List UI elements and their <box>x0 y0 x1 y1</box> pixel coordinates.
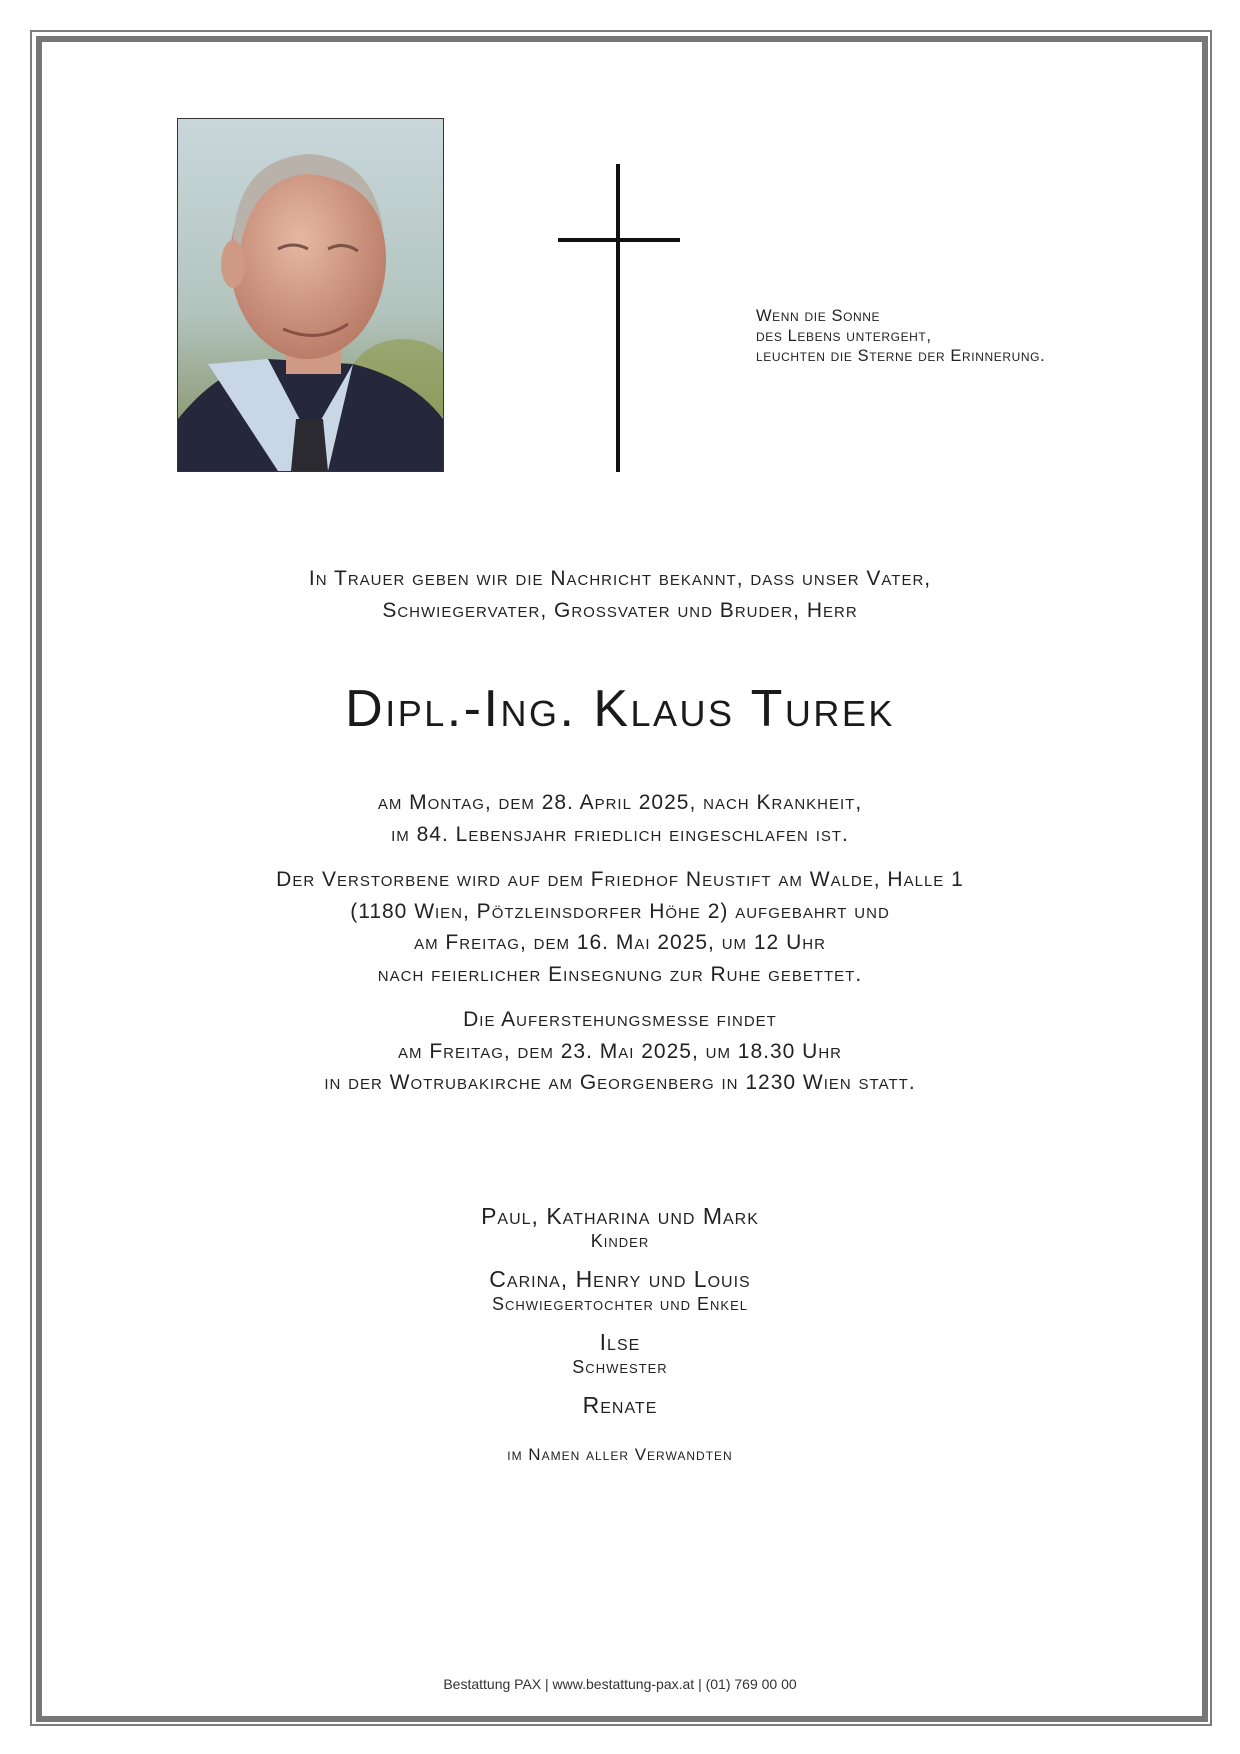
quote-line: des Lebens untergeht, <box>756 327 932 345</box>
mourner-names: Renate <box>582 1392 658 1418</box>
mourner-names: Ilse <box>599 1329 641 1355</box>
mourner-names: Paul, Katharina und Mark <box>481 1203 759 1229</box>
mass-line: in der Wotrubakirche am Georgenberg in 1230 Wien statt. <box>324 1071 916 1094</box>
mass-info <box>60 1004 1180 1099</box>
mourner-names: Carina, Henry und Louis <box>489 1266 751 1292</box>
mass-line: Die Auferstehungsmesse findet <box>463 1008 777 1031</box>
cross-symbol <box>558 164 680 472</box>
burial-line: Der Verstorbene wird auf dem Friedhof Neustift am Walde, Halle 1 <box>276 868 964 891</box>
mourner-group <box>60 1328 1180 1378</box>
mourner-relation: Schwiegertochter und Enkel <box>492 1294 748 1314</box>
deceased-name: Dipl.-Ing. Klaus Turek <box>345 680 895 738</box>
death-line: im 84. Lebensjahr friedlich eingeschlafen ist. <box>391 823 849 846</box>
quote-line: Wenn die Sonne <box>756 307 881 325</box>
mourner-group <box>60 1202 1180 1252</box>
mourner-group <box>60 1391 1180 1419</box>
mourner-relation: Kinder <box>590 1231 650 1251</box>
burial-line: (1180 Wien, Pötzleinsdorfer Höhe 2) aufgebahrt und <box>350 899 890 923</box>
mass-line: am Freitag, dem 23. Mai 2025, um 18.30 Uhr <box>397 1039 843 1063</box>
intro-line: Schwiegervater, Grossvater und Bruder, Herr <box>382 599 858 622</box>
burial-line: nach feierlicher Einsegnung zur Ruhe gebettet. <box>377 962 863 986</box>
death-line: am Montag, dem 28. April 2025, nach Krankheit, <box>377 791 863 814</box>
portrait-photo <box>177 118 444 472</box>
burial-info <box>60 864 1180 990</box>
death-notice <box>60 787 1180 851</box>
funeral-home-footer: Bestattung PAX | www.bestattung-pax.at | (01) 769 00 00 <box>443 1676 797 1692</box>
burial-line: am Freitag, dem 16. Mai 2025, um 12 Uhr <box>414 931 826 954</box>
closing-line: im Namen aller Verwandten <box>507 1445 733 1464</box>
quote-line: leuchten die Sterne der Erinnerung. <box>756 347 1046 365</box>
mourners-list <box>60 1202 1180 1432</box>
mourner-group <box>60 1265 1180 1315</box>
memorial-quote <box>756 306 1156 366</box>
intro-line: In Trauer geben wir die Nachricht bekannt, dass unser Vater, <box>308 567 932 590</box>
announcement-intro <box>60 563 1180 627</box>
mourner-relation: Schwester <box>572 1357 668 1377</box>
